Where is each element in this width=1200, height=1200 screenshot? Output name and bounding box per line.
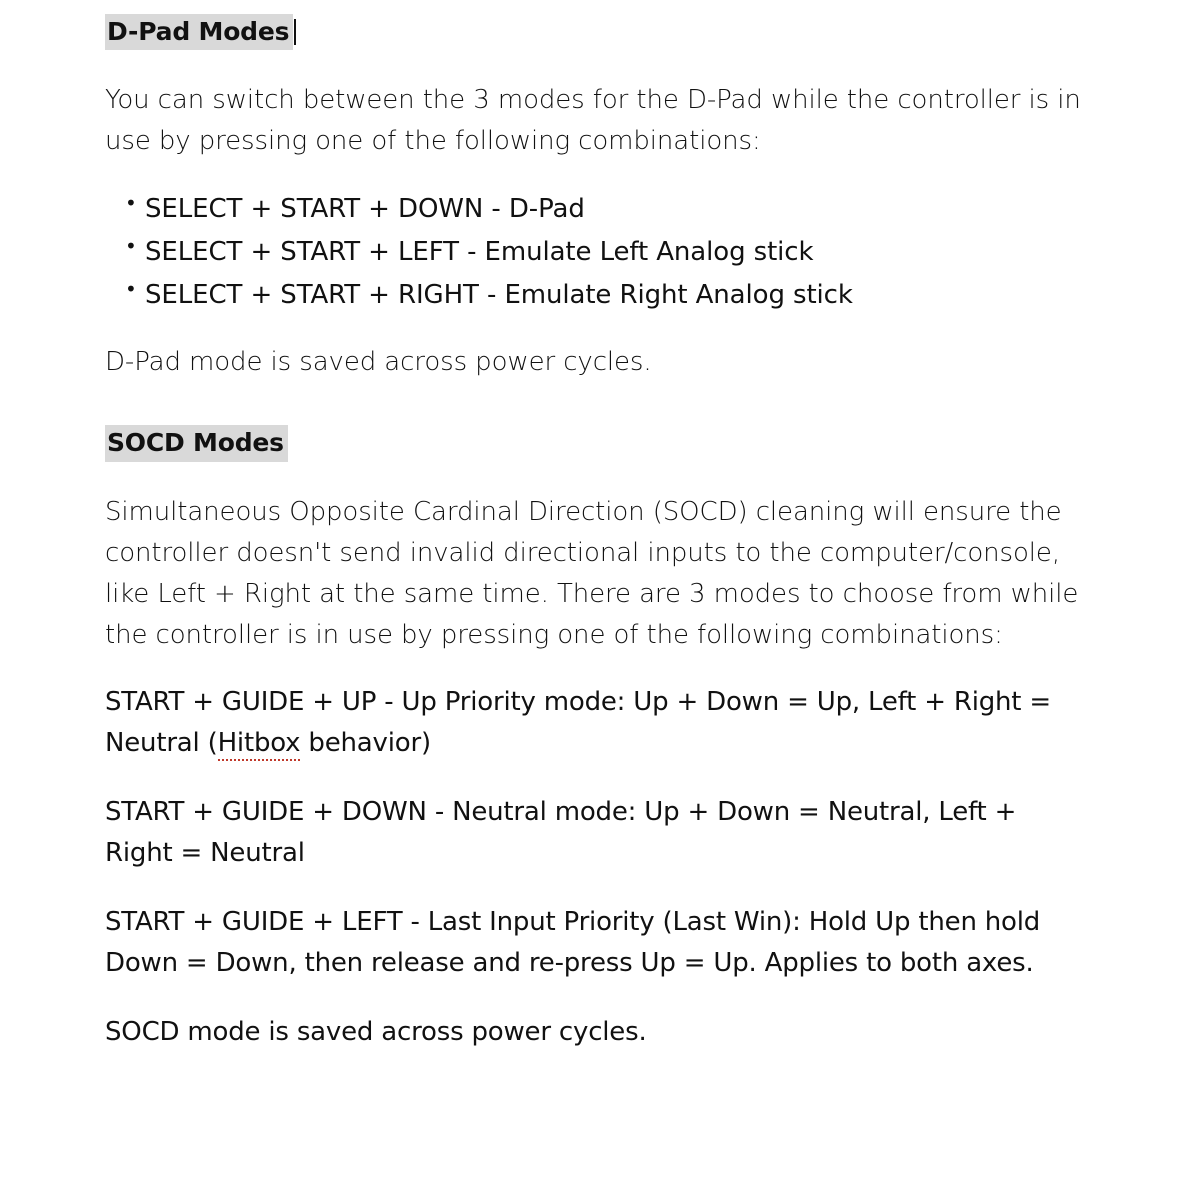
dpad-combo-list: [105, 188, 1085, 316]
dpad-intro-paragraph: You can switch between the 3 modes for the D-Pad while the controller is in use by pressing one of the following combinations:: [105, 85, 1081, 157]
socd-mode-up-priority-tail: behavior): [300, 728, 431, 758]
socd-modes-heading: SOCD Modes: [105, 425, 288, 461]
socd-heading-row: [105, 425, 1085, 461]
document-content: [105, 14, 1085, 1081]
socd-mode-up-priority: [105, 682, 1085, 764]
socd-mode-last-input-priority: START + GUIDE + LEFT - Last Input Priority (Last Win): Hold Up then hold Down = Down, then release and re-press Up = Up. Applies to both axes.: [105, 907, 1041, 979]
dpad-heading-row: [105, 14, 1085, 50]
list-item: • SELECT + START + RIGHT - Emulate Right Analog stick: [123, 274, 1085, 317]
socd-mode-neutral: START + GUIDE + DOWN - Neutral mode: Up + Down = Neutral, Left + Right = Neutral: [105, 797, 1017, 869]
text-cursor: [294, 19, 296, 45]
socd-mode-up-priority-text: START + GUIDE + UP - Up Priority mode: Up + Down = Up, Left + Right = Neutral (: [105, 686, 1051, 758]
socd-save-note: SOCD mode is saved across power cycles.: [105, 1017, 647, 1048]
dpad-save-note: D-Pad mode is saved across power cycles.: [105, 347, 652, 378]
list-item: • SELECT + START + LEFT - Emulate Left Analog stick: [123, 231, 1085, 274]
spellcheck-underlined-word: Hitbox: [218, 728, 301, 761]
list-item: • SELECT + START + DOWN - D-Pad: [123, 188, 1085, 231]
dpad-modes-heading: D-Pad Modes: [105, 14, 293, 50]
socd-intro-paragraph: Simultaneous Opposite Cardinal Direction (SOCD) cleaning will ensure the controller doesn't send invalid directional inputs to the computer/console, like Left + Right at the same time. There are 3 modes to choose from while the controller is in use by pressing one of the following combinations:: [105, 496, 1079, 650]
